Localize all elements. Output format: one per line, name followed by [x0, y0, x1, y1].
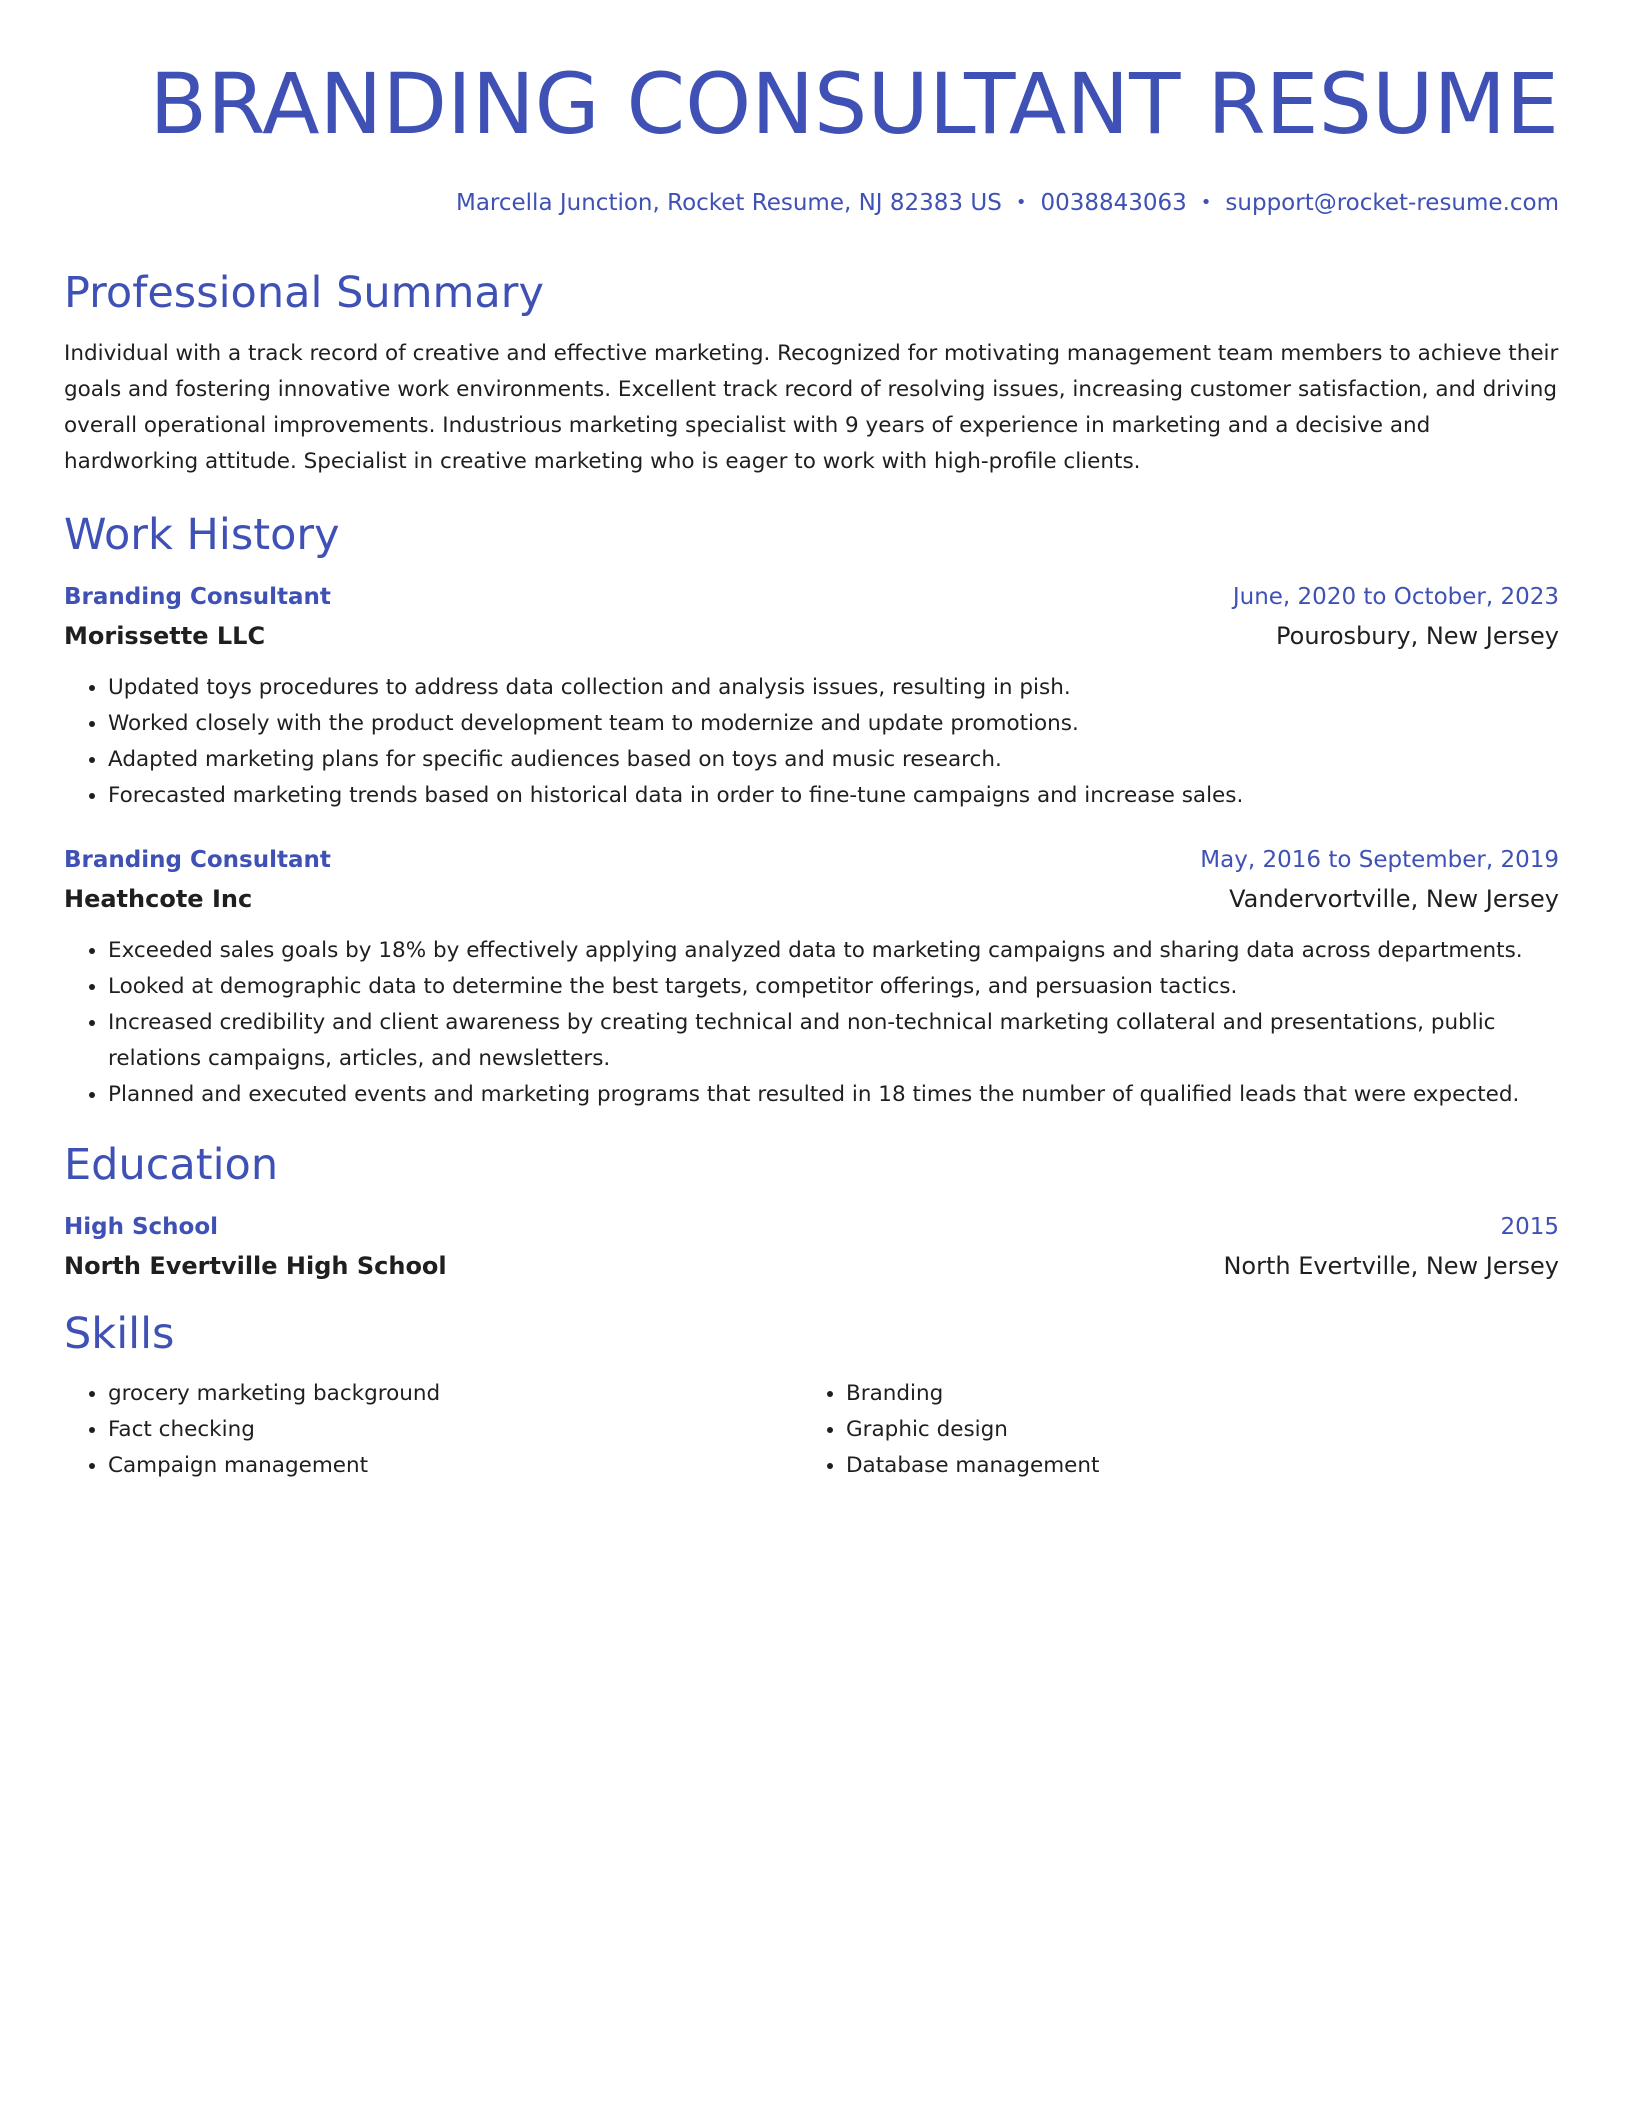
- job-bullet: • Increased credibility and client awareness by creating technical and non-technical marketing collateral and presentations, public relations campaigns, articles, and newsletters.: [108, 1005, 1559, 1077]
- summary-heading: Professional Summary: [64, 268, 544, 318]
- education-location: North Evertville, New Jersey: [1223, 1252, 1559, 1280]
- contact-separator: •: [1015, 192, 1027, 213]
- job-bullet: • Forecasted marketing trends based on historical data in order to fine-tune campaigns and increase sales.: [108, 778, 1559, 814]
- skills-section: [64, 1308, 1559, 1484]
- job-bullet: • Worked closely with the product development team to modernize and update promotions.: [108, 706, 1559, 742]
- education-degree: High School: [64, 1214, 219, 1240]
- skill-item: • Graphic design: [846, 1412, 1540, 1448]
- job-subheader: [64, 618, 1559, 654]
- job-dates: May, 2016 to September, 2019: [1200, 847, 1559, 873]
- job-company: Morissette LLC: [64, 622, 266, 650]
- job-location: Pourosbury, New Jersey: [1276, 622, 1559, 650]
- skills-column-right: [802, 1376, 1540, 1484]
- skill-item: • Branding: [846, 1376, 1540, 1412]
- job-bullet: • Updated toys procedures to address data collection and analysis issues, resulting in pish.: [108, 670, 1559, 706]
- job-header: [64, 842, 1559, 878]
- contact-address: Marcella Junction, Rocket Resume, NJ 82383 US: [455, 190, 1002, 216]
- education-section: [64, 1139, 1559, 1284]
- job-bullet: • Adapted marketing plans for specific audiences based on toys and music research.: [108, 742, 1559, 778]
- skills-grid: [64, 1376, 1559, 1484]
- job-title: Branding Consultant: [64, 847, 331, 873]
- skills-heading: Skills: [64, 1309, 175, 1359]
- job-title: Branding Consultant: [64, 584, 331, 610]
- job-entry: [64, 842, 1559, 1113]
- skill-item: • Fact checking: [108, 1412, 802, 1448]
- summary-text: Individual with a track record of creative and effective marketing. Recognized for motivating management team members to achieve their goals and fostering innovative work environments. Excellent track record of resolving issues, increasing customer satisfaction, and driving overall operational improvements. Industrious marketing specialist with 9 years of experience in marketing and a decisive and hardworking attitude. Specialist in creative marketing who is eager to work with high-profile clients.: [64, 341, 1559, 474]
- contact-line: [64, 188, 1559, 218]
- education-heading: Education: [64, 1140, 279, 1190]
- job-subheader: [64, 881, 1559, 917]
- education-school: North Evertville High School: [64, 1252, 447, 1280]
- job-bullet: • Looked at demographic data to determine the best targets, competitor offerings, and persuasion tactics.: [108, 969, 1559, 1005]
- job-company: Heathcote Inc: [64, 885, 253, 913]
- education-header: [64, 1209, 1559, 1245]
- education-subheader: [64, 1248, 1559, 1284]
- resume-title: BRANDING CONSULTANT RESUME: [149, 55, 1559, 153]
- education-entry: [64, 1209, 1559, 1284]
- job-header: [64, 579, 1559, 615]
- job-entry: [64, 579, 1559, 814]
- job-bullet: • Exceeded sales goals by 18% by effectively applying analyzed data to marketing campaigns and sharing data across departments.: [108, 933, 1559, 969]
- skill-item: • grocery marketing background: [108, 1376, 802, 1412]
- resume-page: [64, 0, 1559, 1484]
- job-bullets: [64, 933, 1559, 1113]
- contact-email: support@rocket-resume.com: [1225, 190, 1559, 216]
- job-location: Vandervortville, New Jersey: [1229, 885, 1559, 913]
- work-history-section: [64, 509, 1559, 1113]
- summary-section: [64, 267, 1559, 480]
- education-year: 2015: [1500, 1214, 1559, 1240]
- contact-separator: •: [1200, 192, 1212, 213]
- job-bullet: • Planned and executed events and marketing programs that resulted in 18 times the number of qualified leads that were expected.: [108, 1077, 1559, 1113]
- skill-item: • Database management: [846, 1448, 1540, 1484]
- skill-item: • Campaign management: [108, 1448, 802, 1484]
- job-dates: June, 2020 to October, 2023: [1232, 584, 1559, 610]
- skills-column-left: [64, 1376, 802, 1484]
- work-history-heading: Work History: [64, 510, 340, 560]
- contact-phone: 0038843063: [1040, 190, 1187, 216]
- job-bullets: [64, 670, 1559, 814]
